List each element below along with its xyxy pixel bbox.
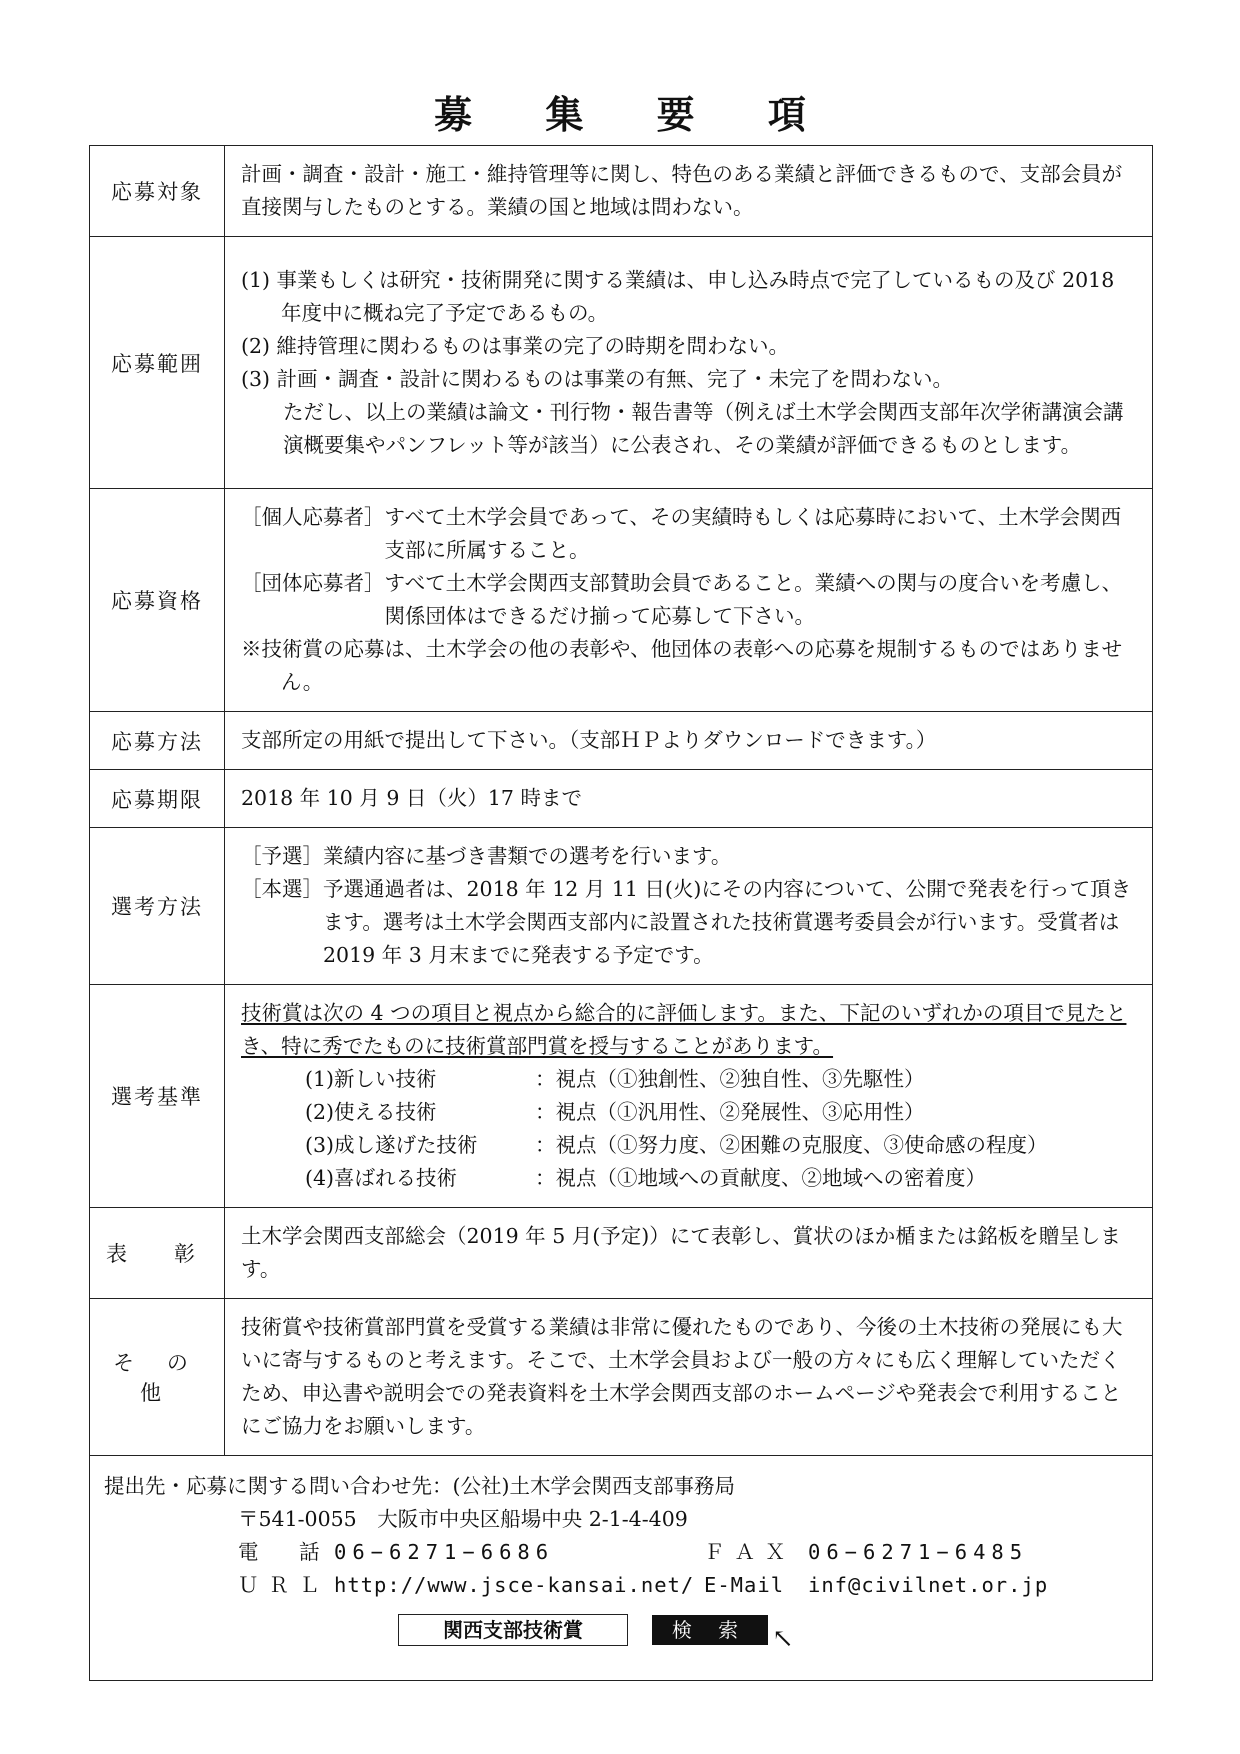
selection-final [241,873,1138,972]
page-title: 募 集 要 項 [434,92,836,137]
qualification-individual [241,501,1138,567]
guidelines-table [89,145,1153,1681]
fax-label: ＦＡＸ [704,1540,796,1564]
individual-head: ［個人応募者］ [241,505,385,529]
row-other [90,1299,1153,1456]
other-text: 技術賞や技術賞部門賞を受賞する業績は非常に優れたものであり、今後の土木技術の発展にも大いに寄与するものと考えます。そこで、土木学会員および一般の方々にも広く理解していただくため、申込書や説明会での発表資料を土木学会関西支部のホームページや発表会で利用することにご協力をお願いします。 [225,1299,1153,1456]
individual-text: すべて土木学会員であって、その実績時もしくは応募時において、土木学会関西支部に所属すること。 [384,505,1122,562]
scope-content [225,237,1153,489]
contact-content [90,1456,1153,1681]
row-award [90,1208,1153,1299]
criteria-item-view: ：視点（①汎用性、②発展性、③応用性） [535,1100,925,1124]
url-link[interactable]: http://www.jsce-kansai.net/ [334,1573,695,1597]
row-selection [90,828,1153,985]
criteria-content [225,985,1153,1208]
criteria-item-view: ：視点（①地域への貢献度、②地域への密着度） [535,1166,986,1190]
label-method: 応募方法 [90,712,225,770]
scope-item-3: (3) 計画・調査・設計に関わるものは事業の有無、完了・未完了を問わない。 [241,366,954,391]
criteria-item-name: (3)成し遂げた技術 [305,1133,478,1157]
search-button[interactable]: 検 索 [652,1615,768,1645]
row-qualification [90,489,1153,712]
search-banner [104,1608,1138,1652]
label-selection: 選考方法 [90,828,225,985]
final-text: 予選通過者は、2018 年 12 月 11 日(火)にその内容について、公開で発表を行って頂きます。選考は土木学会関西支部内に設置された技術賞選考委員会が行います。受賞者は 2019 年 3 月末までに発表する予定です。 [323,877,1132,967]
selection-content [225,828,1153,985]
search-field[interactable]: 関西支部技術賞 [398,1614,628,1646]
label-deadline: 応募期限 [90,770,225,828]
criteria-item-view: ：視点（①努力度、②困難の克服度、③使命感の程度） [535,1133,1048,1157]
group-text: すべて土木学会関西支部賛助会員であること。業績への関与の度合いを考慮し、関係団体はできるだけ揃って応募して下さい。 [384,571,1123,628]
qualification-content [225,489,1153,712]
target-text: 計画・調査・設計・施工・維持管理等に関し、特色のある業績と評価できるもので、支部会員が直接関与したものとする。業績の国と地域は問わない。 [225,146,1153,237]
url-label: ＵＲＬ [238,1573,330,1597]
qualification-group [241,567,1138,633]
cursor-arrow-icon: ↖ [772,1624,794,1654]
contact-address: 〒541-0055 大阪市中央区船場中央 2-1-4-409 [238,1507,688,1531]
qualification-note: ※技術賞の応募は、土木学会の他の表彰や、他団体の表彰への応募を規制するものではありません。 [241,637,1123,694]
criteria-item-name: (1)新しい技術 [305,1067,437,1091]
email-link[interactable]: inf@civilnet.or.jp [808,1573,1049,1597]
row-criteria [90,985,1153,1208]
tel-label: 電 話 [238,1540,330,1564]
row-deadline [90,770,1153,828]
label-award: 表 彰 [90,1208,225,1299]
method-text: 支部所定の用紙で提出して下さい。（支部ＨＰよりダウンロードできます。） [225,712,1153,770]
contact-web-line [104,1569,1138,1602]
tel-number: 06−6271−6686 [334,1540,555,1564]
row-method [90,712,1153,770]
scope-note: ただし、以上の業績は論文・刊行物・報告書等（例えば土木学会関西支部年次学術講演会講演概要集やパンフレット等が該当）に公表され、その業績が評価できるものとします。 [283,399,1124,457]
row-scope [90,237,1153,489]
scope-item-2: (2) 維持管理に関わるものは事業の完了の時期を問わない。 [241,333,790,358]
contact-heading: 提出先・応募に関する問い合わせ先：(公社)土木学会関西支部事務局 [104,1474,735,1498]
row-target [90,146,1153,237]
award-text: 土木学会関西支部総会（2019 年 5 月(予定)）にて表彰し、賞状のほか楯または銘板を贈呈します。 [225,1208,1153,1299]
email-label: E-Mail [704,1573,785,1597]
contact-phone-line [104,1536,1138,1569]
preliminary-head: ［予選］ [241,844,323,868]
row-contact [90,1456,1153,1681]
group-head: ［団体応募者］ [241,571,385,595]
label-target: 応募対象 [90,146,225,237]
label-criteria: 選考基準 [90,985,225,1208]
fax-number: 06−6271−6485 [808,1540,1029,1564]
label-qualification: 応募資格 [90,489,225,712]
criteria-item-name: (4)喜ばれる技術 [305,1166,458,1190]
deadline-text: 2018 年 10 月 9 日（火）17 時まで [225,770,1153,828]
selection-preliminary [241,840,1138,873]
preliminary-text: 業績内容に基づき書類での選考を行います。 [323,844,732,868]
criteria-item-name: (2)使える技術 [305,1100,437,1124]
label-scope: 応募範囲 [90,237,225,489]
final-head: ［本選］ [241,877,323,901]
criteria-list [241,1063,1138,1195]
criteria-intro: 技術賞は次の 4 つの項目と視点から総合的に評価します。また、下記のいずれかの項目で見たとき、特に秀でたものに技術賞部門賞を授与することがあります。 [241,1001,1127,1058]
criteria-item-view: ：視点（①独創性、②独自性、③先駆性） [535,1067,925,1091]
scope-item-1: (1) 事業もしくは研究・技術開発に関する業績は、申し込み時点で完了しているもの及び 2018 年度中に概ね完了予定であるもの。 [241,267,1115,325]
label-other: そ の 他 [90,1299,225,1456]
